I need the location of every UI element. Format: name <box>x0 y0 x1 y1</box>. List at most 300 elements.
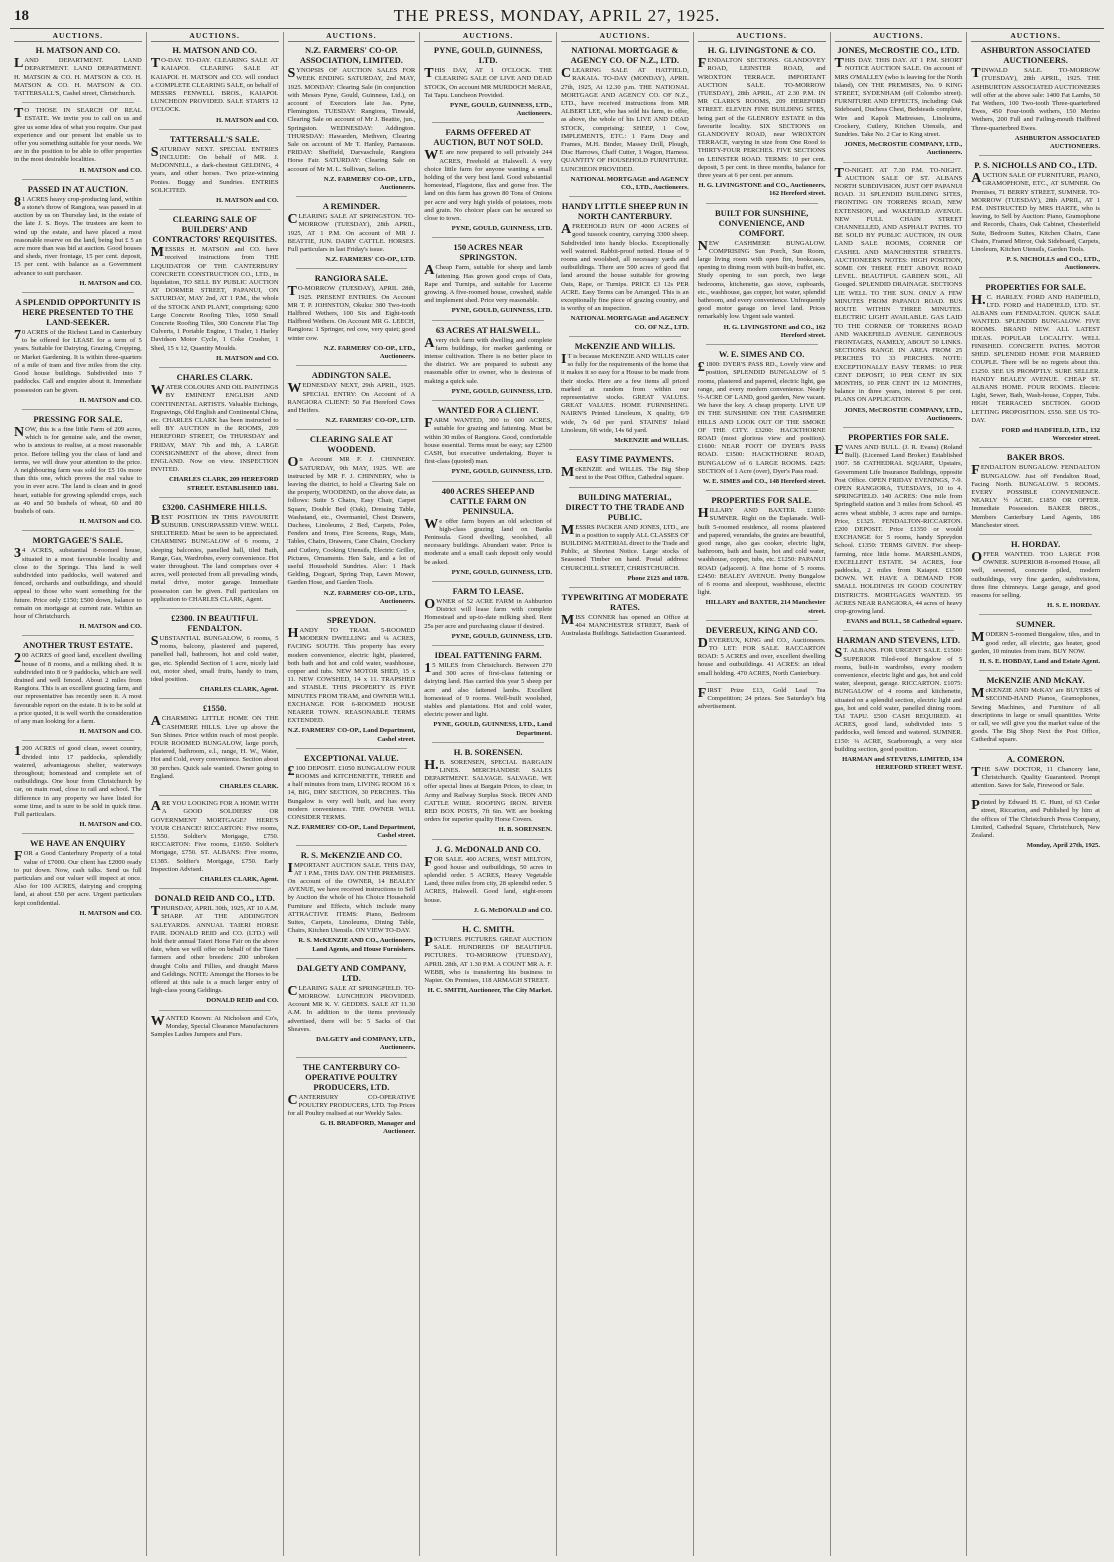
ad-heading: DALGETY AND COMPANY, LTD. <box>296 962 406 983</box>
ad-signature: McKENZIE and WILLIS. <box>614 436 689 444</box>
ad-signature: H. MATSON and CO. <box>216 354 279 362</box>
ad-heading: BAKER BROS. <box>1006 452 1065 463</box>
ad-heading: PROPERTIES FOR SALE. <box>848 431 949 442</box>
ad-divider <box>159 888 271 889</box>
ad-divider <box>569 336 681 337</box>
advertisement <box>288 1062 416 1137</box>
ad-signature: FORD and HADFIELD, LTD., 132 Worcester street. <box>1001 426 1100 443</box>
advertisement <box>288 201 416 264</box>
ad-heading: PROPERTIES FOR SALE. <box>711 495 812 506</box>
ad-signature: N.Z. FARMERS' CO-OP., Land Department, Cashel street. <box>287 824 416 840</box>
ad-heading: McKENZIE AND McKAY. <box>986 675 1085 686</box>
ad-divider <box>432 742 544 743</box>
ad-signature: H. MATSON and CO. <box>216 197 279 205</box>
ad-divider <box>159 698 271 699</box>
ad-body: HANDY TO TRAM. 5-ROOMED MODERN DWELLING and ¼ ACRES, FACING SOUTH. This property has every modern convenience, electric light, plastered, both bath and hot and cold water, washhouse, copper and tubs. NEW MOTOR SHED, 15 x 11. NEW COWSHED, 14 x 11. TRAPSHED and STABLE. THIS PROPERTY IS FIVE MINUTES FROM TRAM, and OWNER WILL EXCHANGE FOR 6-ROOMED HOUSE NEARER TOWN. REASONABLE TERMS EXTENDED. <box>287 625 416 725</box>
ad-signature: P. S. NICHOLLS and CO., LTD., Auctioneers. <box>1006 256 1100 272</box>
ad-body: ACheap Farm, suitable for sheep and lamb fattening. Has grown good crops of Oats, Rape and Turnips, and suitable for Lucerne growing. A five-roomed house, cowshed, stable and implement shed. Price very reasonable. <box>424 263 552 305</box>
ad-body: ST. ALBANS. FOR URGENT SALE. £1500: SUPERIOR Tiled-roof Bungalow of 5 rooms, built-in wardrobes, every modern convenience, electric light and gas, hot and cold water, sleepout, garage. RICCARTON. £1075: BUNGALOW of 4 rooms and kitchenette, situated on a splendid section, electric light and gas, hot and cold water, panelled dining room. TAI TAPU. £500 CASH REQUIRED. 41 ACRES, good land, subdivided into 5 paddocks, well fenced and watered. SUMNER. £150: ¼ ACRE, Scarborough, a very nice building section, good position. <box>834 646 963 753</box>
advertisement <box>151 613 279 694</box>
ad-body: THIS DAY, AT 1 O'CLOCK. THE CLEARING SALE OF LIVE AND DEAD STOCK, On account MR MURDOCH McRAE, Tai Tapu. Luncheon Provided. <box>424 66 552 99</box>
ad-divider <box>159 209 271 210</box>
ad-signature: DONALD REID and CO. <box>206 997 279 1005</box>
ad-body: BEST POSITION IN THIS FAVOURITE SUBURB. UNSURPASSED VIEW. WELL SHELTERED. Must be seen to be appreciated. CHARMING BUNGALOW of 6 rooms, 2 sleeping balconies, panelled hall, tiled Bath, Range, Gas, Wardrobes, every convenience. Hot water throughout. The land comprises over 4 acres, well protected from all prevailing winds, metal drive, motor garage. Immediate possession can be given. Full particulars on application to CHARLES CLARK, Agent. <box>150 512 279 603</box>
advertisement <box>424 650 552 738</box>
ad-heading: CLEARING SALE AT WOODEND. <box>309 434 393 455</box>
ad-heading: JONES, McCROSTIE CO., LTD. <box>837 45 960 56</box>
ad-heading: PROPERTIES FOR SALE. <box>985 281 1086 292</box>
ad-body: 200 ACRES of good land, excellent dwelling house of 8 rooms, and a milking shed. It is subdivided into 8 or 9 paddocks, which are well drained and well fenced. About 2 miles from Rangiora. This is an excellent grazing farm, and our representative has recently seen it. A most favourable report on the estate. It is to be sold at a price quoted, it is well worth the consideration of any man looking for a farm. <box>14 651 142 725</box>
ad-body: McKENZIE and WILLIS. The Big Shop next to the Post Office, Cathedral square. <box>561 465 689 482</box>
ad-heading: HARMAN AND STEVENS, LTD. <box>836 635 960 646</box>
ad-signature: W. E. SIMES and CO., 148 Hereford street. <box>702 477 826 485</box>
advertisement <box>288 963 416 1053</box>
ad-signature: H. G. LIVINGSTONE and CO., 162 Hereford street. <box>723 323 826 339</box>
ad-divider <box>843 427 955 428</box>
advertisement <box>14 107 142 175</box>
advertisement <box>151 703 279 791</box>
ad-body: SYNOPSIS OF AUCTION SALES FOR WEEK ENDING SATURDAY, 2nd MAY, 1925. MONDAY: Clearing Sale (in conjunction with Messrs Pyne, Gould, Guinness, Ltd.), on account of Executors late Jas. Pyne, Flemington. TUESDAY: Rangiora, Tinwald, Clearing Sale on account of Mr J. Beattie, jun., Springston. WEDNESDAY: Addington. THURSDAY: Hawarden, Methven, Clearing Sale on account of Mr T. Hanley, Parnassus. FRIDAY: Sheffield, Darvaschule, Rangiora Horse Fair. SATURDAY: Clearing Sale on account of Mr M. L. Sullivan, Selton. <box>287 66 416 173</box>
advertisement <box>971 539 1100 610</box>
ad-heading: THE CANTERBURY CO-OPERATIVE POULTRY PRODUCERS, LTD. <box>302 1061 400 1092</box>
ad-divider <box>159 1010 271 1011</box>
ad-body: H.C. HARLEY. FORD AND HADFIELD, LTD. FORD and HADFIELD, LTD. ST. ALBANS cum FENDALTON. QUICK SALE WANTED. SPLENDID BUNGALOW. FIVE ROOMS. BRAND NEW. ALL LATEST IDEAS. POPULAR LOCALITY. WELL FINISHED. CONCRETE PATHS. MOTOR SHED. SPLENDID HOME FOR MARRIED COUPLE. There will be no regrets about this. £1250. SEE US PROMPTLY. SURE SELLER. HANDY BEALEY AVENUE. CHEAP ST. ALBANS HOME. FOUR ROOMS. Electric Light, Sewer, Bath, Wash-house, Copper, Tubs. HIGH TERRACED SECTION. GOOD LETTING PROPOSITION. £550. SEE US TO-DAY. <box>971 292 1100 424</box>
ad-divider <box>432 122 544 123</box>
advertisement <box>698 495 826 616</box>
ad-heading: FARMS OFFERED AT AUCTION, BUT NOT SOLD. <box>433 127 543 148</box>
ad-heading: R. S. McKENZIE AND CO. <box>300 849 403 860</box>
ad-body: MODERN 5-roomed Bungalow, tiles, and in good order, all electric, gas heater, good garden, 10 minutes from tram. BUY NOW. <box>971 630 1100 655</box>
ad-divider <box>159 129 271 130</box>
ad-heading: H. G. LIVINGSTONE & CO. <box>707 45 816 56</box>
column-7 <box>831 32 968 1556</box>
ad-signature: PYNE, GOULD, GUINNESS, LTD. <box>451 225 552 233</box>
ad-body: WEDNESDAY NEXT, 29th APRIL, 1925. SPECIAL ENTRY: On Account of A RANGIORA CLIENT: 50 Fat Hereford Cows and Heifers. <box>287 381 416 414</box>
ad-body: OWNER of 52 ACRE FARM in Ashburton District will lease farm with complete Homestead and up-to-date milking shed. Rent 25s per acre and purchasing clause if desired. <box>424 596 552 630</box>
advertisement <box>561 492 689 583</box>
ad-signature: H. MATSON and CO. <box>79 909 142 917</box>
advertisement <box>424 127 552 233</box>
advertisement <box>561 45 689 192</box>
ad-heading: BUILT FOR SUNSHINE, CONVENIENCE, AND COMFORT. <box>714 207 809 238</box>
advertisement <box>424 924 552 995</box>
column-4 <box>420 32 557 1556</box>
advertisement <box>424 844 552 915</box>
ad-heading: PYNE, GOULD, GUINNESS, LTD. <box>433 45 543 66</box>
ad-heading: TATTERSALL'S SALE. <box>169 133 260 144</box>
advertisement <box>424 586 552 641</box>
ad-signature: JONES, McCROSTIE COMPANY, LTD., Auctioneers. <box>844 406 963 422</box>
ad-body: £100 DEPOSIT. £1050 BUNGALOW FOUR ROOMS and KITCHENETTE, THREE and a half minutes from tram, LIVING ROOM 16 x 14, BIG, DRY SECTION, 30 PERCHES. This Bungalow is very well built, and has every modern convenience. THE OWNER WILL CONSIDER TERMS. <box>287 763 416 822</box>
ad-divider <box>432 581 544 582</box>
ad-heading: FARM TO LEASE. <box>452 585 524 596</box>
ad-signature: Monday, April 27th, 1925. <box>1026 842 1100 850</box>
ad-divider <box>706 490 818 491</box>
ad-heading: RANGIORA SALE. <box>314 273 388 284</box>
ad-signature: PYNE, GOULD, GUINNESS, LTD., Auctioneers. <box>450 102 552 118</box>
advertisement <box>14 45 142 98</box>
column-3 <box>284 32 421 1556</box>
ad-body: FOR SALE. 400 ACRES, WEST MELTON, good house and outbuildings, 50 acres in splendid order. 5 ACRES, Heavy Vegetable Land, three miles from city, 28 splendid order. 5 ACRES, Halswell. Good land, eight-room house. <box>424 854 552 904</box>
ad-body: EVANS AND BULL. (J. R. Evans) (Roland Bull). (Licensed Land Broker.) Established 1907. 58 CATHEDRAL SQUARE, Upstairs, Government Life Insurance Buildings, opposite Post Office. OPEN FRIDAY EVENINGS, 7-9. OPEN RANGIORA, TUESDAYS, 10 to 4. SPRINGFIELD. 140 ACRES: One mile from Springfield station and 3 miles from School. 45 acres wheat stubble, 3 acres rape and turnips. Price, £1325. FENDALTON-RICCARTON. £200 DEPOSIT. Price £1350 or would EXCHANGE for 5 rooms, handy Spreydon School. £1350: TERMS GIVEN. For sheep-farming, nice little home. MARSHLANDS, EXCELLENT ESTATE. 34 ACRES, four paddocks, 2 miles from Kaiapoi. £1500 DOWN. WE HAVE A DEMAND FOR SMALL HOLDINGS IN GOOD COUNTRY DISTRICTS. MORTGAGES WANTED. 95 ACRES NEAR RANGIORA, 44 acres of heavy crop-growing land. <box>834 442 963 615</box>
newspaper-title: THE PRESS, MONDAY, APRIL 27, 1925. <box>393 6 721 25</box>
ad-divider <box>706 682 818 683</box>
ad-signature: H. MATSON and CO. <box>79 518 142 526</box>
ad-divider <box>979 670 1092 671</box>
advertisement <box>698 625 826 678</box>
ad-divider <box>979 447 1092 448</box>
advertisement <box>835 432 963 626</box>
ad-body: ACHARMING LITTLE HOME ON THE CASHMERE HILLS. Live up above the Sun Shines. Price within reach of most people. FOUR ROOMED BUNGALOW, large porch, plastered, bathroom, e.l., range, H. W., Water, Hot and Cold, every convenience. Section about 30 perches. Quick sale wanted. Owner going to England. <box>150 714 279 780</box>
ad-body: THURSDAY, APRIL 30th, 1925, AT 10 A.M. SHARP. AT THE ADDINGTON SALEYARDS. ANNUAL TAIERI HORSE FAIR. DONALD REID and CO. (LTD.) will hold their annual Taieri Horse Fair on the above date, when we will offer on behalf of the Taieri farmers and other breeders: 200 unbroken draught Colts and Fillies, and draught Mares and Geldings. NOTE: Amongst the Horses to be offered at this sale is a much larger entry of high-class young Geldings. <box>150 904 279 995</box>
ad-divider <box>979 794 1092 795</box>
ad-heading: EASY TIME PAYMENTS. <box>576 454 674 465</box>
ad-body: AFREEHOLD RUN OF 4000 ACRES of good tussock country, carrying 3300 sheep. Subdivided into handy blocks. Exceptionally well watered. Rabbit-proof netted. House of 9 rooms and woolshed, all necessary yards and outbuildings. There are 500 acres of good flat land around the house suitable for growing Oats, Rape, or Turnips. PRICE £3 12s PER ACRE. Easy Terms can be Arranged. This is an exceptionally fine piece of grazing country, and is worthy of an inspection. <box>561 222 689 313</box>
ad-divider <box>22 740 134 741</box>
ad-heading: £1550. <box>202 703 227 714</box>
ad-heading: 150 ACRES NEAR SPRINGSTON. <box>453 242 523 263</box>
masthead <box>10 6 1104 29</box>
ad-signature: N.Z. FARMERS' CO-OP., LTD., Auctioneers. <box>323 589 416 605</box>
ad-body: IT is because McKENZIE AND WILLIS cater so fully for the requirements of the home that it makes it so easy for a House to be made from their stocks. Here are a few items all priced marked at random from within our representative stocks. GREAT VALUES. GREAT VALUES. HOME FURNISHING. NAIRN'S Printed Linoleum, X quality, 6/9 wide, 7s 6d per yard. STAINES' Inlaid Linoleum, 6ft wide, 14s 6d yard. <box>561 351 689 434</box>
ad-divider <box>569 487 681 488</box>
ad-body: CLEARING SALE AT HATFIELD, RAKAIA. TO-DAY (MONDAY), APRIL 27th, 1925, At 12.30 p.m. THE NATIONAL MORTGAGE AND AGENCY CO. OF N.Z., LTD., have received instructions from MR ALBERT LEE, who has sold his farm, to offer, as above, the whole of his LIVE AND DEAD STOCK, comprising: SHEEP, 1 Cow, IMPLEMENTS, ETC.: 1 Farm Dray and Frames, M.H. Binder, Massey Drill, Plough, Disc Harrows, Chaff Cutter, 1 Wagon, Harness. QUANTITY OF HOUSEHOLD FURNITURE. LUNCHEON PROVIDED. <box>561 66 689 173</box>
advertisement <box>971 799 1100 850</box>
advertisement <box>835 45 963 157</box>
column-heading: AUCTIONS. <box>835 32 963 42</box>
column-5 <box>557 32 694 1556</box>
ad-body: DEVEREUX, KING and CO., Auctioneers. TO LET: FOR SALE. RACCARTON ROAD: 5 ACRES and over, excellent dwelling house and outbuildings. 41 ACRES: an ideal small holding. 470 ACRES, North Canterbury. <box>697 635 826 677</box>
ad-signature: CHARLES CLARK, 209 HEREFORD STREET. ESTABLISHED 1881. <box>168 476 279 492</box>
advertisement <box>288 273 416 361</box>
ad-heading: ANOTHER TRUST ESTATE. <box>23 640 133 651</box>
ad-signature: CHARLES CLARK, Agent. <box>199 686 279 694</box>
column-1 <box>10 32 147 1556</box>
ad-divider <box>22 292 134 293</box>
ad-body: TO-DAY. TO-DAY. CLEARING SALE AT KAIAPOI. CLEARING SALE AT KAIAPOI. H. MATSON and CO. will conduct a COMPLETE CLEARING SALE, on behalf of MESSRS FENWELL BROS., KAIAPOI. LUNCHEON PROVIDED. SALE STARTS 12 O'CLOCK. <box>150 56 279 114</box>
column-heading: AUCTIONS. <box>698 32 826 42</box>
ad-body: FOR a Good Canterbury Property of a total value of £7000. Our client has £2000 ready to put down. Now, cash talks. Send us full particulars and our valuer will inspect at once. Also for 100 ACRES, dairying and cropping land, at about £50 per acre. Urgent particulars kept confidential. <box>14 849 142 907</box>
ad-heading: DEVEREUX, KING AND CO. <box>705 624 818 635</box>
ad-divider <box>296 845 408 846</box>
ad-signature: NATIONAL MORTGAGE and AGENCY CO., LTD., Auctioneers. <box>570 175 689 192</box>
advertisement <box>835 635 963 772</box>
ad-body: CANTERBURY CO-OPERATIVE POULTRY PRODUCERS, LTD. Top Prices for all Poultry realised at our Weekly Sales. <box>287 1092 416 1117</box>
advertisement <box>14 297 142 405</box>
ad-body: HILLARY AND BAXTER. £1850: SUMNER. Right on the Esplanade. Well-built 5-roomed residence, all rooms plastered and papered, verandahs, the grates are beautiful, good range, also gas cooker, electric light, bathroom, bath and basin, hot and cold water, washhouse, copper, tubs, etc. £1250: PAPANUI ROAD (adjacent). A fine home of 5 rooms. £2450: BEALEY AVENUE. Pretty Bungalow of 6 rooms and sleepout, washhouse, electric light. <box>697 506 826 597</box>
ad-heading: IDEAL FATTENING FARM. <box>434 649 542 660</box>
ad-signature: H. MATSON and CO. <box>79 396 142 404</box>
ad-signature: N.Z. FARMERS' CO-OP., LTD., Auctioneers. <box>323 175 416 192</box>
ad-heading: DONALD REID AND CO., LTD. <box>154 893 275 904</box>
advertisement <box>14 838 142 918</box>
advertisement <box>698 349 826 486</box>
ad-heading: H. MATSON AND CO. <box>35 45 121 56</box>
ad-divider <box>159 367 271 368</box>
ad-body: ARE YOU LOOKING FOR A HOME WITH A GOOD SOLDIERS' OR GOVERNMENT MORTGAGE? HERE'S YOUR CHANCE! RICCARTON: Five rooms, £1550. Soldier's Mortgage, £750. RICCARTON: Five rooms, £1650. Soldier's Mortgage, £750. ST. ALBANS: Five rooms, £1385. Soldier's Mortgage, £750. Early Inspection Advised. <box>150 799 279 873</box>
ad-heading: W. E. SIMES AND CO. <box>718 349 805 360</box>
ad-heading: CLEARING SALE OF BUILDERS' AND CONTRACTORS' REQUISITES. <box>152 214 277 245</box>
advertisement <box>14 414 142 526</box>
advertisement <box>151 800 279 884</box>
ad-divider <box>296 268 408 269</box>
ad-heading: A REMINDER. <box>322 201 380 212</box>
ad-heading: A. COMERON. <box>1006 753 1065 764</box>
advertisement <box>971 160 1100 272</box>
ad-divider <box>296 365 408 366</box>
ad-divider <box>22 179 134 180</box>
ad-heading: SUMNER. <box>1016 619 1056 630</box>
ad-divider <box>569 587 681 588</box>
ad-body: MESSRS PACKER AND JONES, LTD., are in a position to supply ALL CLASSES OF BUILDING MATERIAL direct to the Trade and Public, at Shortest Notice. Large stocks of Seasoned Timber on hand. Postal address: CHURCHILL STREET, CHRISTCHURCH. <box>561 522 689 572</box>
ad-signature: J. G. McDONALD and CO. <box>473 906 552 914</box>
advertisement <box>288 850 416 954</box>
ad-body: 15 MILES from Christchurch. Between 270 and 300 acres of first-class fattening or dairying land. Has carried this year 5 sheep per acre and also fattened lambs. Excellent homestead of 9 rooms. Well-built woolshed, stables and plantations. Hot and cold water, electric power and light. <box>424 660 552 719</box>
ad-body: MESSRS H. MATSON and CO. have received instructions from THE LIQUIDATOR OF THE CANTERBURY CONCRETE CONSTRUCTION CO., LTD., in liquidation, TO SELL BY PUBLIC AUCTION AT DORMER STREET, PAPANUI, ON SATURDAY, MAY 2nd, AT 1 P.M., the whole of the STOCK AND PLANT, comprising: 6200 Large Concrete Roofing Tiles, 1050 Small Concrete Roofing Tiles, 300 Concrete Flat Top Culverts, 1 Portable Engine, 1 Trailer, 1 Harley Davidson Motor Cycle, 1 Coke Crusher, 1 Shed, 15 x 12, Quantity Moulds. <box>150 245 279 352</box>
advertisement <box>14 640 142 736</box>
ad-divider <box>706 344 818 345</box>
advertisement <box>835 167 963 423</box>
ad-body: CLEARING SALE AT SPRINGSTON. TO-MORROW (TUESDAY), 28th APRIL, 1925, AT 1 P.M. On account of MR J. BEATTIE, JUN. DAIRY CATTLE. HORSES. Full particulars in last Friday's issue. <box>287 212 416 254</box>
ad-heading: H. MATSON AND CO. <box>172 45 257 56</box>
ad-body: SATURDAY NEXT. SPECIAL ENTRIES INCLUDE: On behalf of MR. J. McDONNELL, a dark-chestnut GELDING, 4 years, and other horses. Two prize-winning Ponies. Buggy and Sundries. ENTRIES SOLICITED. <box>150 144 279 194</box>
ad-divider <box>569 449 681 450</box>
column-heading: AUCTIONS. <box>424 32 552 42</box>
advertisement <box>424 486 552 577</box>
ad-signature: HARMAN and STEVENS, LIMITED, 134 HEREFORD STREET WEST. <box>842 756 963 772</box>
ad-heading: N.Z. FARMERS' CO-OP. ASSOCIATION, LIMITED. <box>299 45 403 66</box>
ad-divider <box>979 155 1092 156</box>
advertisement <box>424 747 552 835</box>
ad-divider <box>979 749 1092 750</box>
ad-signature: DALGETY and COMPANY, LTD., Auctioneers. <box>316 1036 416 1052</box>
advertisement <box>424 45 552 118</box>
ad-divider <box>296 958 408 959</box>
ad-divider <box>706 203 818 204</box>
ad-body: £1800: DYER'S PASS RD., Lovely view and position, SPLENDID BUNGALOW of 5 rooms, plastered and papered, electric light, gas range, and every modern convenience. Nearly ½-ACRE OF LAND, good garden, New vacant. We have the key. A cheap property. LIVE UP IN THE SUNSHINE ON THE CASHMERE HILLS AND LOOK OUT OF THE SMOKE OF THE CITY. £3200: HACKTHORNE ROAD (most glorious view and position). £1600: NEAR FOOT OF DYER'S PASS ROAD. £3500: HACKTHORNE ROAD, BUNGALOW of 6 LARGE ROOMS. £425: SECTION of 1 Acre (over), Dyer's Pass road. <box>697 360 826 475</box>
ad-signature: H. MATSON and CO. <box>79 728 142 736</box>
advertisement <box>151 1015 279 1040</box>
ad-heading: NATIONAL MORTGAGE & AGENCY CO. OF N.Z., LTD. <box>570 45 680 66</box>
ad-divider <box>432 839 544 840</box>
ad-body: 34 ACRES, substantial 8-roomed house, situated in a most favourable locality and close to the Springs. This land is well subdivided into paddocks, well watered and fenced, orchards and outbuildings, and should appeal to those who want something for the future. Price only £150; £500 down, balance to remain on mortgage at current rate. Within an hour of Christchurch. <box>14 546 142 620</box>
advertisement <box>561 454 689 482</box>
ad-signature: N.Z. FARMERS' CO-OP., LTD., Auctioneers. <box>323 344 416 361</box>
advertisement <box>698 687 826 712</box>
ad-heading: EXCEPTIONAL VALUE. <box>304 752 399 763</box>
ad-divider <box>843 162 955 163</box>
ad-heading: PASSED IN AT AUCTION. <box>27 183 128 194</box>
ad-signature: H. S. E. HORDAY. <box>1047 602 1100 610</box>
ad-body: MISS CONNER has opened an Office at 404 MANCHESTER STREET, Bank of Australasia Buildings. Satisfaction Guaranteed. <box>561 612 689 638</box>
ad-body: On Account MR F. J. CHINNERY. SATURDAY, 9th MAY, 1925. WE are instructed by MR F. J. CHINNERY, who is leaving the district, to hold a Clearing Sale on the property, WOODEND, on the above date, as follows: Suite 5 Chairs, Easy Chair, Carpet Square, Double Bed (Oak), Dressing Table, Washstand, etc., Overmantel, Chest Drawers, Duchess, Linoleums, 2 Bed, Carpets, Poles, Fenders and Irons, Fire Screens, Rugs, Mats, Tables, Chairs, Drawers, Cane Chairs, Crockery and Cutlery, Cooking Utensils, Electric Griller, Pictures, Ornaments. Hen Sale, and a lot of useful Household Sundries. Also: 1 Hack Gelding, Dogcart, Spring Trap, Lawn Mower, Garden Hose, and Garden Tools. <box>287 455 416 587</box>
columns-container <box>10 32 1104 1556</box>
advertisement <box>288 370 416 425</box>
advertisement <box>151 502 279 604</box>
ad-body: LAND DEPARTMENT. LAND DEPARTMENT. LAND DEPARTMENT. H. MATSON & CO. H. MATSON & CO. H. MATSON & CO. H. MATSON & CO. TATTERSALL'S, Cashel street, Christchurch. <box>14 56 142 98</box>
advertisement <box>561 201 689 332</box>
ad-divider <box>296 610 408 611</box>
ad-signature: CHARLES CLARK. <box>219 783 279 791</box>
advertisement <box>698 45 826 198</box>
ad-body: H.B. SORENSEN, SPECIAL BARGAIN LINES. MERCHANDISE SALES DEPARTMENT. SALVAGE. SALVAGE. WE offer special lines at Bargain Prices, to clear, in Army and Railway Surplus Stock. IRON AND CATTLE WIRE. ROOFING IRON. RIVER RED BOX POSTS, 7ft 6in. WE are booking orders for superior quality Horse Covers. <box>424 757 552 824</box>
ad-heading: McKENZIE AND WILLIS. <box>574 340 675 351</box>
ad-body: FENDALTON BUNGALOW. FENDALTON BUNGALOW. Just off Fendalton Road, Facing North. BUNGALOW. 5 ROOMS. EVERY POSSIBLE CONVENIENCE. NEARLY ½ ACRE. £1850 OR OFFER. Immediate Possession. BAKER BROS., Members Canterbury Land Agents, 186 Manchester street. <box>971 463 1100 529</box>
ad-divider <box>432 237 544 238</box>
ad-signature: PYNE, GOULD, GUINNESS, LTD. <box>451 468 552 476</box>
ad-body: NEW CASHMERE BUNGALOW. COMPRISING Sun Porch, Sun Room, large living room with open fire, bookcases, opening to dining room with built-in buffet, etc. Study opening to sun porch, two large bedrooms, kitchenette, gas stove, cupboards, etc., washhouse, gas copper, hot water, splendid bathroom, and every convenience. Unfrequently good motor garage on level land. Prices remarkably low. Urgent sale wanted. <box>697 238 826 321</box>
ad-signature: JONES, McCROSTIE COMPANY, LTD., Auctioneers. <box>844 141 963 157</box>
ad-divider <box>706 620 818 621</box>
ad-signature: PYNE, GOULD, GUINNESS, LTD., Land Department. <box>433 721 552 737</box>
ad-signature: PYNE, GOULD, GUINNESS, LTD. <box>451 307 552 315</box>
ad-signature: R. S. McKENZIE AND CO., Auctioneers, Land Agents, and House Furnishers. <box>298 937 416 953</box>
ad-divider <box>979 614 1092 615</box>
ad-heading: MORTGAGEE'S SALE. <box>32 535 124 546</box>
advertisement <box>288 615 416 744</box>
ad-divider <box>296 429 408 430</box>
ad-signature: PYNE, GOULD, GUINNESS, LTD. <box>451 387 552 395</box>
advertisement <box>971 282 1100 444</box>
ad-heading: ASHBURTON ASSOCIATED AUCTIONEERS. <box>980 45 1091 66</box>
advertisement <box>14 184 142 288</box>
ad-body: SUBSTANTIAL BUNGALOW, 6 rooms, 5 rooms, balcony, plastered and papered, panelled hall, bathroom, hot and cold water, gas, etc. Splendid Section of 1 acre, nicely laid out, motor shed, small fruits, handy to tram, ideal position. <box>150 633 279 683</box>
ad-signature: H. MATSON and CO. <box>79 166 142 174</box>
advertisement <box>424 405 552 476</box>
column-heading: AUCTIONS. <box>971 32 1100 42</box>
ad-signature: H. S. E. HOBDAY, Land and Estate Agent. <box>979 657 1100 665</box>
ad-body: WANTED Known: At Nicholson and Co's, Monday, Special Clearance Manufacturers Samples Ladies Jumpers and Furs. <box>150 1013 279 1039</box>
ad-divider <box>569 196 681 197</box>
advertisement <box>971 452 1100 530</box>
ad-divider <box>432 919 544 920</box>
ad-heading: SPREYDON. <box>326 614 376 625</box>
ad-divider <box>979 277 1092 278</box>
ad-signature: PYNE, GOULD, GUINNESS, LTD. <box>451 568 552 576</box>
ad-body: PICTURES. PICTURES. GREAT AUCTION SALE. HUNDREDS OF BEAUTIFUL PICTURES. TO-MORROW (TUESDAY), APRIL 28th, AT 1.30 P.M. A COUNT MR A. F. WEBB, who is transferring his business to Napier. On Premises, 118 ARMAGH STREET. <box>424 935 552 985</box>
ad-body: IMPORTANT AUCTION SALE. THIS DAY, AT 1 P.M., THIS DAY. ON THE PREMISES. On account of the OWNER, 14 BEALEY AVENUE, we have received instructions to Sell by Auction the whole of his Choice Household Furniture and Effects, which include many ATTRACTIVE ITEMS: Piano, Bedroom Suites, Carpets, Linoleums, Dining Table, Chairs, Kitchen Utensils. ON VIEW TO-DAY. <box>287 860 416 935</box>
advertisement <box>971 619 1100 666</box>
ad-signature: H. B. SORENSEN. <box>498 826 552 834</box>
ad-signature: NATIONAL MORTGAGE and AGENCY CO. OF N.Z., LTD. <box>570 315 689 331</box>
ad-signature: EVANS and BULL, 58 Cathedral square. <box>846 618 963 626</box>
ad-body: 70 ACRES of the Richest Land in Canterbury to be offered for LEASE for a term of 5 years. Suitable for Dairying, Grazing, Cropping, or Market Gardening. It is within three-quarters of a mile of tram and five miles from the city. Good house buildings. Subdivided into 7 paddocks. Call and enquire about it. Immediate possession can be given. <box>14 328 142 394</box>
ad-heading: H. C. SMITH. <box>462 924 514 935</box>
ad-signature: Phone 2123 and 1878. <box>627 574 689 582</box>
ad-heading: WANTED FOR A CLIENT. <box>437 405 539 416</box>
ad-divider <box>432 481 544 482</box>
ad-divider <box>979 534 1092 535</box>
page-number: 18 <box>14 8 29 24</box>
ad-body: OFFER WANTED. TOO LARGE FOR OWNER. SUPERIOR 8-roomed House, all well, sewered, concrete piled, modern outbuildings, very fine garden, subdivisions, three fine chimneys. Large garage, and good reasons for selling. <box>971 549 1100 599</box>
ad-signature: H. C. SMITH, Auctioneer, The City Market. <box>427 987 552 995</box>
ad-heading: BUILDING MATERIAL, DIRECT TO THE TRADE AND PUBLIC. <box>565 491 685 522</box>
ad-divider <box>22 102 134 103</box>
ad-divider <box>22 635 134 636</box>
ad-body: NOW, this is a fine little Farm of 209 acres, which is for genuine sale, and the owner, who is anxious to realise, at a most reasonable price. Before telling you the class of land and terms, we will draw your attention to the price. A neighbouring farm was sold for £5 10s more than this one, which proves the real value to you in ever acre. The land is clean and in good heart, suitable for growing splendid crops, such as 40 and 50 bushels of wheat, 60 and 80 bushels of oats. <box>14 424 142 515</box>
ad-heading: TYPEWRITING AT MODERATE RATES. <box>561 591 689 612</box>
ad-body: TINWALD SALE. TO-MORROW (TUESDAY), 28th APRIL, 1925. THE ASHBURTON ASSOCIATED AUCTIONEERS will offer at the above sale: 1400 Fat Lambs, 50 Fat Wethers, 100 Two-tooth Three-quarterbred Ewes, 450 Four-tooth wethers, 150 Merino Wethers, 200 Full and Failing-mouth Halfbred Three-quarterbred Ewes. <box>971 66 1100 132</box>
ad-signature: ASHBURTON ASSOCIATED AUCTIONEERS. <box>1014 134 1100 151</box>
ad-heading: WE HAVE AN ENQUIRY <box>30 838 126 849</box>
advertisement <box>971 45 1100 151</box>
ad-body: WATER COLOURS AND OIL PAINTINGS BY EMINENT ENGLISH AND CONTINENTAL ARTISTS. Valuable Etchings, Engravings, Old English and Continental China, etc. CHARLES CLARK has been instructed to sell BY AUCTION in the ROOMS, 209 HEREFORD STREET, On THURSDAY and FRIDAY, MAY 7th and 8th, A LARGE CONSIGNMENT of the above, direct from ENGLAND. Now on view. INSPECTION INVITED. <box>150 383 279 474</box>
advertisement <box>288 45 416 192</box>
ad-divider <box>432 645 544 646</box>
ad-signature: H. MATSON and CO. <box>79 821 142 829</box>
advertisement <box>288 434 416 606</box>
ad-signature: H. MATSON and CO. <box>216 116 279 124</box>
ad-divider <box>159 608 271 609</box>
ad-body: TO THOSE IN SEARCH OF REAL ESTATE. We invite you to call on us and give us some idea of what you require. Our past experience and our present list enable us to offer you something suitable for your needs. We are in the position to be able to offer properties in the most desirable localities. <box>14 106 142 164</box>
column-6 <box>694 32 831 1556</box>
ad-body: Printed by Edward H. C. Hunt, of 63 Cedar street, Riccarton, and Published by him at the offices of The Christchurch Press Company, Limited, Cathedral Square, Christchurch, New Zealand. <box>971 798 1100 840</box>
column-heading: AUCTIONS. <box>14 32 142 42</box>
ad-heading: 63 ACRES AT HALSWELL. <box>435 324 541 335</box>
ad-heading: PRESSING FOR SALE. <box>33 413 123 424</box>
ad-divider <box>843 630 955 631</box>
ad-body: FIRST Prize £13, Gold Leaf Tea Competition; 24 prizes. See Saturday's big advertisement. <box>697 685 826 711</box>
ad-body: We offer farm buyers an old selection of high-class grazing land on Banks Peninsula. Good dwelling, woolshed, all necessary buildings. Abundant water. Price is moderate and a small cash deposit only would be asked. <box>424 516 552 566</box>
advertisement <box>151 45 279 125</box>
ad-signature: N.Z. FARMERS' CO-OP., Land Department, Cashel street. <box>287 727 416 743</box>
ad-heading: HANDY LITTLE SHEEP RUN IN NORTH CANTERBURY. <box>561 201 689 222</box>
advertisement <box>151 372 279 493</box>
ad-heading: J. G. McDONALD AND CO. <box>435 843 541 854</box>
ad-body: THE SAW DOCTOR, 11 Chancery lane, Christchurch. Quality Guaranteed. Prompt attention. Saws for Sale, Firewood or Sale. <box>971 764 1100 790</box>
ad-heading: £2300. IN BEAUTIFUL FENDALTON. <box>171 612 258 633</box>
ad-divider <box>159 497 271 498</box>
ad-body: 81 ACRES heavy crop-producing land, within a stone's throw of Rangiora, was passed in at auction by us on Thursday last, in the estate of the late J. S. Boys. The trustees are keen to wind up the estate, and have placed a most reasonable reserve on the land, being but £ 5 an acre more than was bid at auction. Good houses and sheds, river frontage, 15 per cent. deposit, 15 per cent. with balance as a Government advance to suit purchaser. <box>14 194 142 277</box>
ad-body: CLEARING SALE AT SPRINGFIELD. TO-MORROW. LUNCHEON PROVIDED. Account MR K. V. GEDDES. SALE AT 11.30 A.M. In addition to the items previously advertised, there will be: 5 Sacks of Oat Sheaves. <box>287 983 416 1033</box>
ad-divider <box>159 795 271 796</box>
ad-divider <box>22 409 134 410</box>
ad-heading: H. HORDAY. <box>1011 538 1061 549</box>
ad-body: Avery rich farm with dwelling and complete farm buildings, for market gardening or intense cultivation. There is no better place in the district. We are prepared to submit any reasonable offer to owner, who is desirous of making a quick sale. <box>424 335 552 385</box>
advertisement <box>14 535 142 631</box>
ad-heading: P. S. NICHOLLS AND CO., LTD. <box>974 160 1097 171</box>
column-8 <box>967 32 1104 1556</box>
advertisement <box>971 754 1100 791</box>
advertisement <box>561 341 689 445</box>
ad-signature: G. H. BRADFORD, Manager and Auctioneer. <box>319 1120 416 1136</box>
ad-body: McKENZIE AND McKAY are BUYERS of SECOND-HAND Pianos, Gramophones, Sewing Machines, and Furniture of all descriptions in large or small quantities. Write or call, we will give you the market value of the goods. The Big Shop Next the Post Office, Cathedral square. <box>971 686 1100 744</box>
ad-heading: A SPLENDID OPPORTUNITY IS HERE PRESENTED TO THE LAND-SEEKER. <box>15 297 141 328</box>
advertisement <box>424 325 552 396</box>
ad-signature: H. MATSON and CO. <box>79 279 142 287</box>
advertisement <box>14 745 142 829</box>
ad-body: 1200 ACRES of good clean, sweet country, divided into 17 paddocks, splendidly watered, advantageous shelter, waterways throughout; homestead and complete set of outbuildings. One hour from Christchurch by car, on main road, close to rail and school. The difference in any property we have listed for some time, and is sure to be sold in quick time. Full particulars. <box>14 744 142 819</box>
ad-body: TO-NIGHT. AT 7.30 P.M. TO-NIGHT. AUCTION SALE OF ST. ALBANS NORTH SUBDIVISION, JUST OFF PAPANUI ROAD. 31 SPLENDID BUILDING SITES, FRONTING ON TORRENS ROAD, NEW EXTENSION, and WAKEFIELD AVENUE. NEW FULL CHAIN STREET CHANNELLED, AND ASPHALT PATHS. TO BE SOLD BY PUBLIC AUCTION, IN OUR LAND SALE ROOMS, CORNER OF CASHEL AND MANCHESTER STREETS. AUCTIONEER'S NOTES: HIGH POSITION, SOME ON THREE FEET ABOVE ROAD LEVEL. BEAUTIFUL GARDEN SOIL, All Gouged. SPLENDID DRAINAGE. SECTIONS LIE WELL TO THE SUN. ONLY A FEW MINUTES FROM PAPANUI ROAD. BUS ROUTE WITHIN THREE MINUTES. ELECTRIC LIGHT AVAILABLE. GAS LAID TO THE CORNER OF TORRENS ROAD AND WAKEFIELD AVENUE. GENEROUS FRONTAGES, NAMELY, ABOUT 50 LINKS. SECTIONS RANGE IN AREA FROM 25 PERCHES TO 33 PERCHES. NOTE: EXCEPTIONALLY EASY TERMS: 10 PER CENT DEPOSIT, 10 PER CENT IN SIX MONTHS, 10 PER CENT IN 12 MONTHS, balance in three years, interest 6 per cent. PLANS ON APPLICATION. <box>834 165 963 404</box>
ad-heading: H. B. SORENSEN. <box>453 746 523 757</box>
ad-body: THIS DAY. THIS DAY. AT 1 P.M. SHORT NOTICE AUCTION SALE. On account of MRS O'MALLEY (who is leaving for the North Island), ON THE PREMISES, No. 9 KING STREET, SYDENHAM (off Colombo street). FURNITURE AND EFFECTS, including: Oak Sideboard, Duchess Chest, Bedsteads complete, Wire and Kapok Mattresses, Linoleums, Crockery, Cutlery, Kitchen Utensils, and Sundries. Take No. 2 Car to King street. <box>834 56 963 139</box>
ad-divider <box>296 1057 408 1058</box>
column-heading: AUCTIONS. <box>151 32 279 42</box>
ad-body: FARM WANTED, 300 to 600 ACRES, suitable for grazing and fattening. Must be within 30 miles of Rangiora. Good, comfortable house essential. Terms must be easy; say £2500 CASH, but executive undertaking. Buyer is first-class (quoted) man. <box>424 416 552 466</box>
advertisement <box>698 208 826 340</box>
advertisement <box>288 753 416 841</box>
ad-divider <box>432 400 544 401</box>
column-heading: AUCTIONS. <box>288 32 416 42</box>
ad-signature: PYNE, GOULD, GUINNESS, LTD. <box>451 632 552 640</box>
ad-divider <box>296 748 408 749</box>
ad-body: WE are now prepared to sell privately 244 ACRES, Freehold at Halswell. A very choice little farm for anyone wanting a small holding of the very best land. Good substantial homestead, Flagstone, flax and gorse free. The land on this farm has grown 80 Tons of Onions per acre and very high yields of potatoes, roots and grain. No choicer place can be secured so close to town. <box>424 148 552 223</box>
advertisement <box>561 592 689 639</box>
ad-signature: CHARLES CLARK, Agent. <box>199 876 279 884</box>
advertisement <box>151 893 279 1005</box>
ad-body: TO-MORROW (TUESDAY), APRIL 28th, 1925. PRESENT ENTRIES. On Account MR T. P. JOHNSTON, Okuku: 380 Two-tooth Halfbred Wethers, 100 Six and Eight-tooth Halfbred Wethers. On Account MR G. LEECH, Rangiora: 1 Springer, red cow, very quiet; good winter cow. <box>287 284 416 342</box>
ad-body: FENDALTON SECTIONS. GLANDOVEY ROAD, LEINSTER ROAD, and WROXTON TERRACE. IMPORTANT AUCTION SALE. TO-MORROW (TUESDAY), 28th APRIL, AT 2.30 P.M. IN MR CLARK'S ROOMS, 209 HEREFORD STREET. ELEVEN FINE BUILDING SITES, being part of the GLENROY ESTATE in this favourite locality. SIX SECTIONS on GLANDOVEY ROAD, near WROXTON TERRACE, varying in size from One Rood to THIRTY-FOUR PERCHES. FIVE SECTIONS on LEINSTER ROAD. TERMS: 10 per cent. deposit, 5 per cent. in three months, balance for three years at 6 per cent. per annum. <box>697 56 826 180</box>
